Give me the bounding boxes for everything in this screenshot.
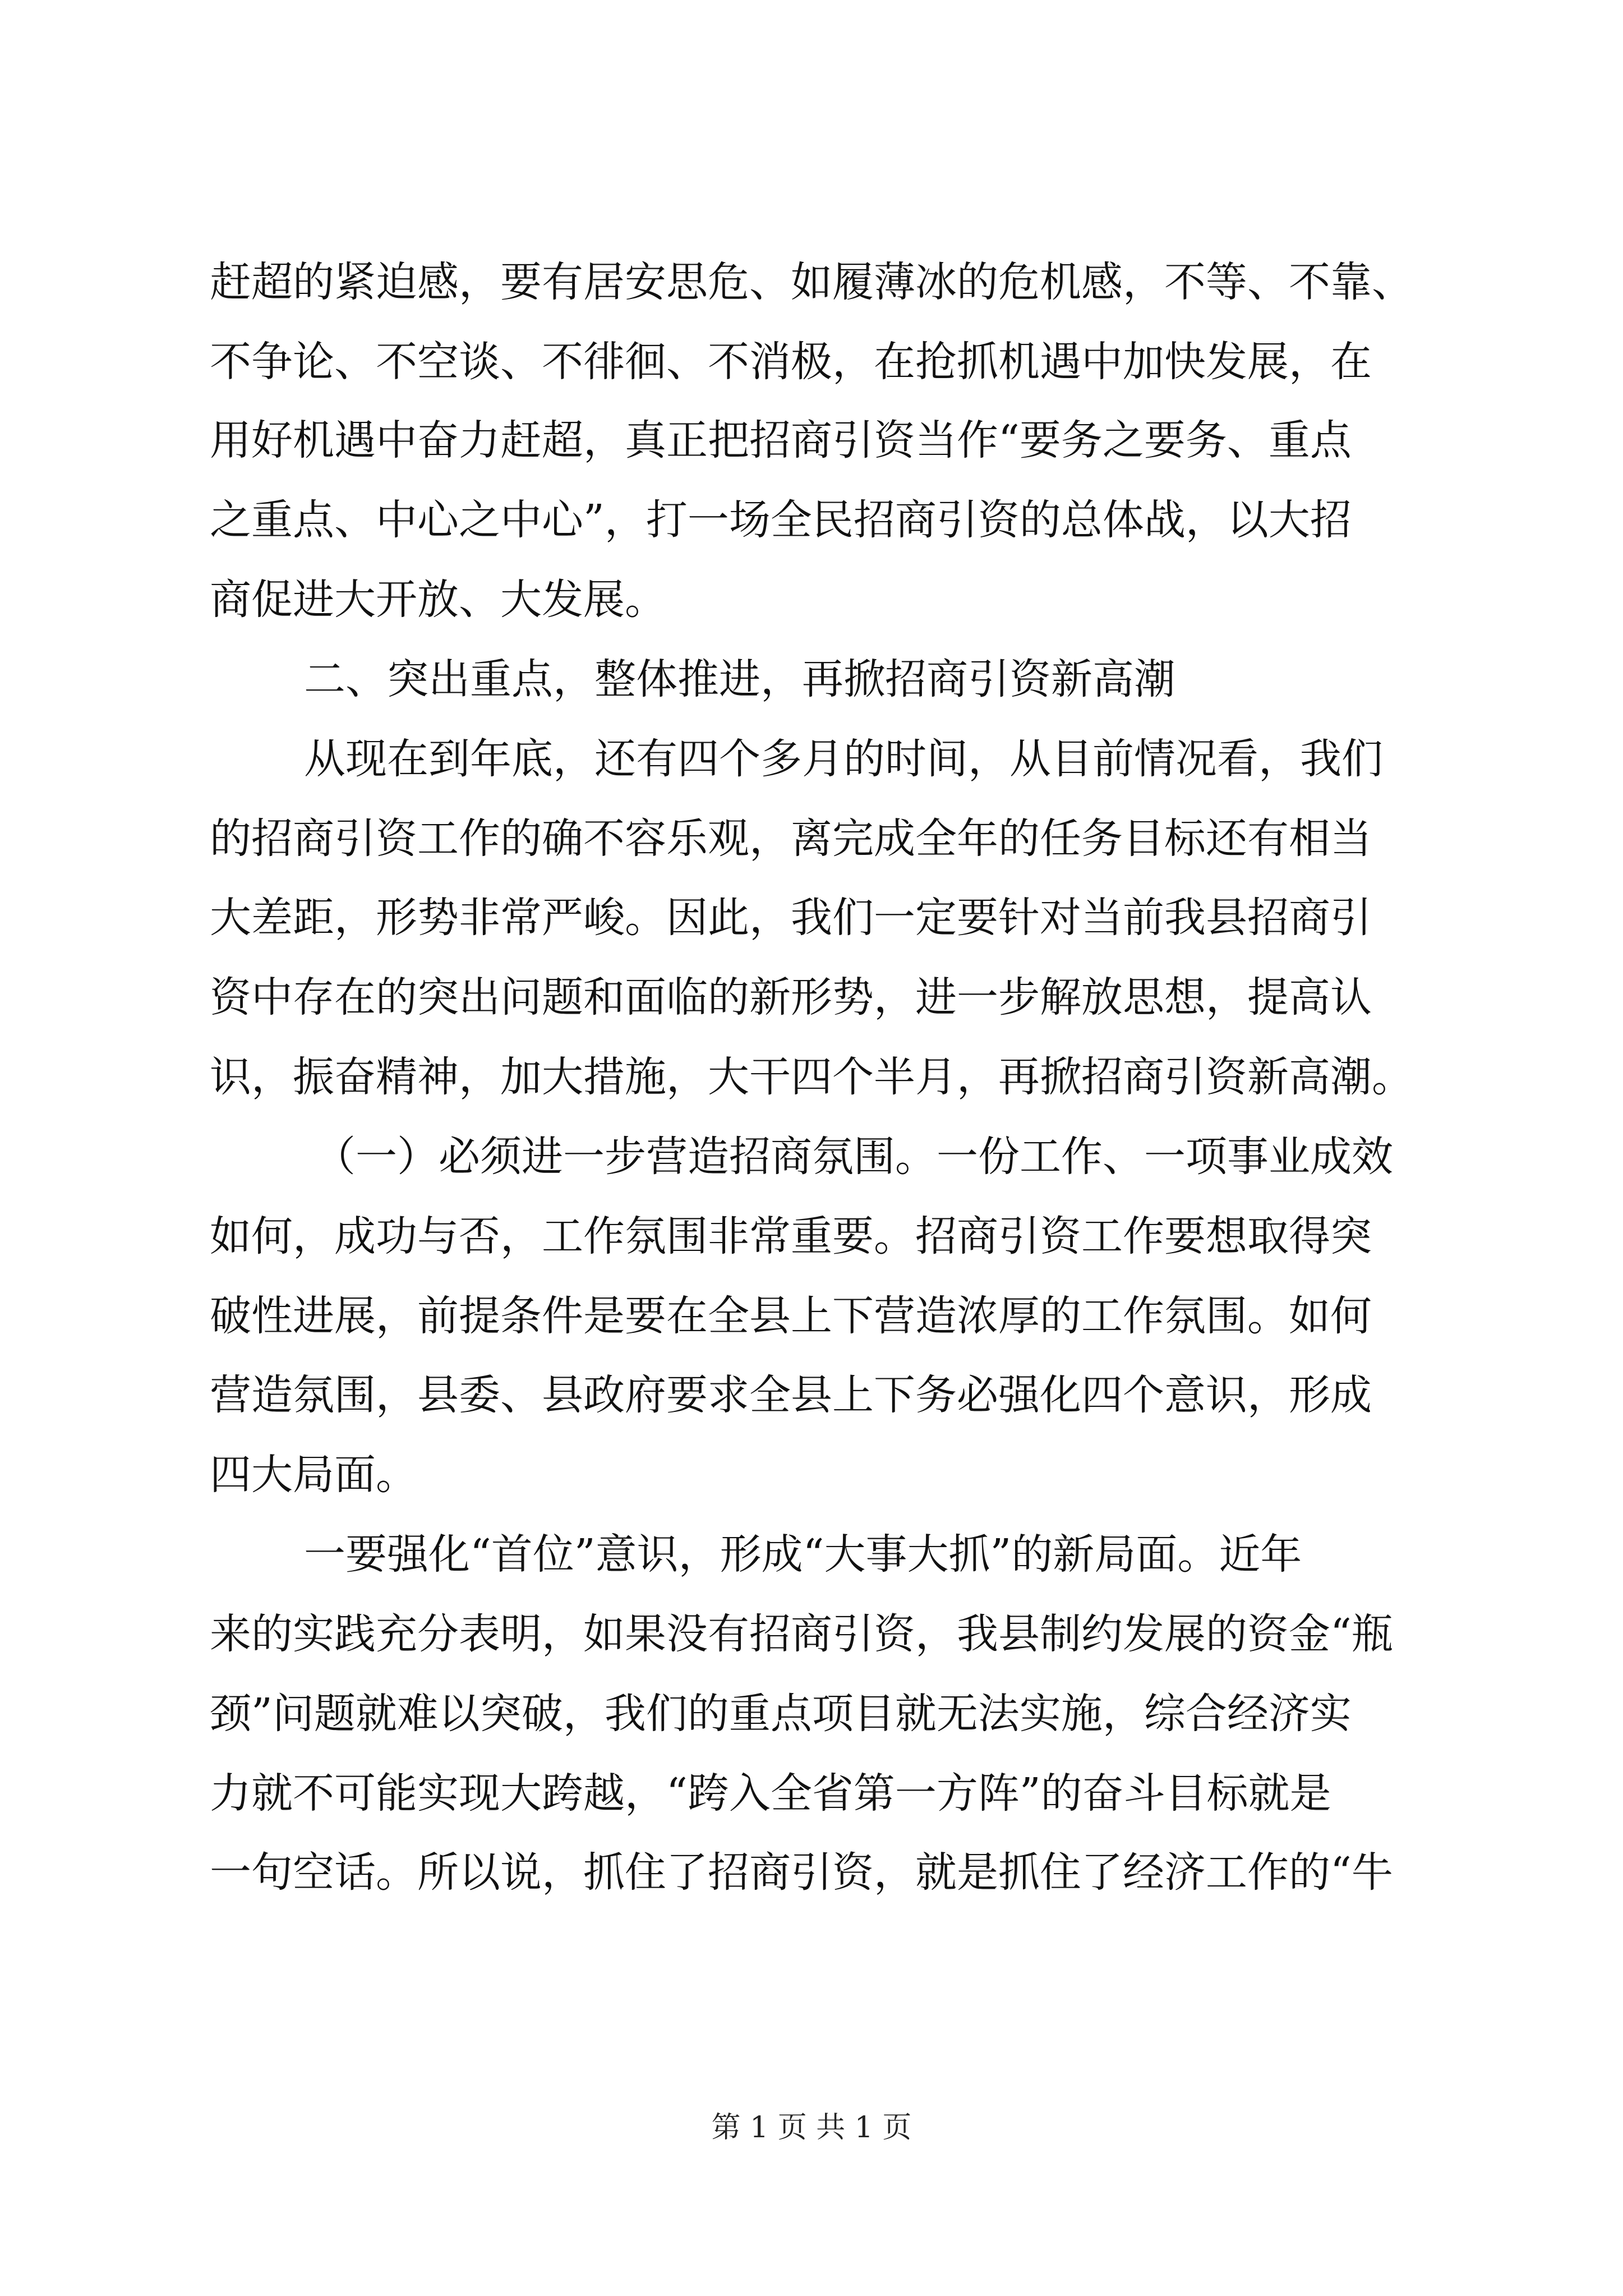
line-text: 营造氛围，县委、县政府要求全县上下务必强化四个意识，形成 <box>210 1371 1372 1419</box>
section-heading <box>0 640 1623 719</box>
line-text: 商促进大开放、大发展。 <box>210 576 666 624</box>
line-text: 力就不可能实现大跨越，“跨入全省第一方阵”的奋斗目标就是 <box>210 1769 1331 1818</box>
text-line <box>0 1356 1623 1434</box>
line-text: 如何，成功与否，工作氛围非常重要。招商引资工作要想取得突 <box>210 1212 1372 1260</box>
text-line <box>0 1595 1623 1673</box>
text-line <box>0 1197 1623 1276</box>
line-text: （一）必须进一步营造招商氛围。一份工作、一项事业成效 <box>314 1133 1393 1181</box>
line-text: 一要强化“首位”意识，形成“大事大抓”的新局面。近年 <box>304 1530 1302 1579</box>
text-line <box>0 1674 1623 1753</box>
line-text: 破性进展，前提条件是要在全县上下营造浓厚的工作氛围。如何 <box>210 1292 1372 1340</box>
text-line <box>0 1277 1623 1355</box>
text-line <box>0 1117 1623 1196</box>
text-line <box>0 1435 1623 1514</box>
text-line <box>0 323 1623 401</box>
line-text: 二、突出重点，整体推进，再掀招商引资新高潮 <box>304 655 1175 703</box>
line-text: 来的实践充分表明，如果没有招商引资，我县制约发展的资金“瓶 <box>210 1610 1393 1658</box>
text-line <box>0 1754 1623 1833</box>
line-text: 赶超的紧迫感，要有居安思危、如履薄冰的危机感，不等、不靠、 <box>210 258 1413 306</box>
line-text: 识，振奋精神，加大措施，大干四个半月，再掀招商引资新高潮。 <box>210 1053 1413 1101</box>
line-text: 资中存在的突出问题和面临的新形势，进一步解放思想，提高认 <box>210 973 1372 1022</box>
text-line <box>0 1833 1623 1912</box>
text-line <box>0 243 1623 321</box>
line-text: 不争论、不空谈、不徘徊、不消极，在抢抓机遇中加快发展，在 <box>210 338 1372 386</box>
line-text: 的招商引资工作的确不容乐观，离完成全年的任务目标还有相当 <box>210 815 1372 863</box>
text-line <box>0 1038 1623 1116</box>
line-text: 一句空话。所以说，抓住了招商引资，就是抓住了经济工作的“牛 <box>210 1848 1393 1897</box>
line-text: 大差距，形势非常严峻。因此，我们一定要针对当前我县招商引 <box>210 894 1372 942</box>
line-text: 颈”问题就难以突破，我们的重点项目就无法实施，综合经济实 <box>210 1690 1352 1738</box>
text-line <box>0 799 1623 878</box>
text-line <box>0 720 1623 798</box>
line-text: 从现在到年底，还有四个多月的时间，从目前情况看，我们 <box>304 735 1383 783</box>
text-line <box>0 481 1623 559</box>
line-text: 之重点、中心之中心”，打一场全民招商引资的总体战，以大招 <box>210 496 1352 544</box>
line-text: 四大局面。 <box>210 1451 417 1499</box>
text-line <box>0 878 1623 957</box>
text-line <box>0 958 1623 1037</box>
text-line <box>0 560 1623 639</box>
text-line <box>0 401 1623 480</box>
text-line <box>0 1515 1623 1594</box>
line-text: 用好机遇中奋力赶超，真正把招商引资当作“要务之要务、重点 <box>210 416 1352 464</box>
page-number: 第 1 页 共 1 页 <box>711 2111 912 2145</box>
